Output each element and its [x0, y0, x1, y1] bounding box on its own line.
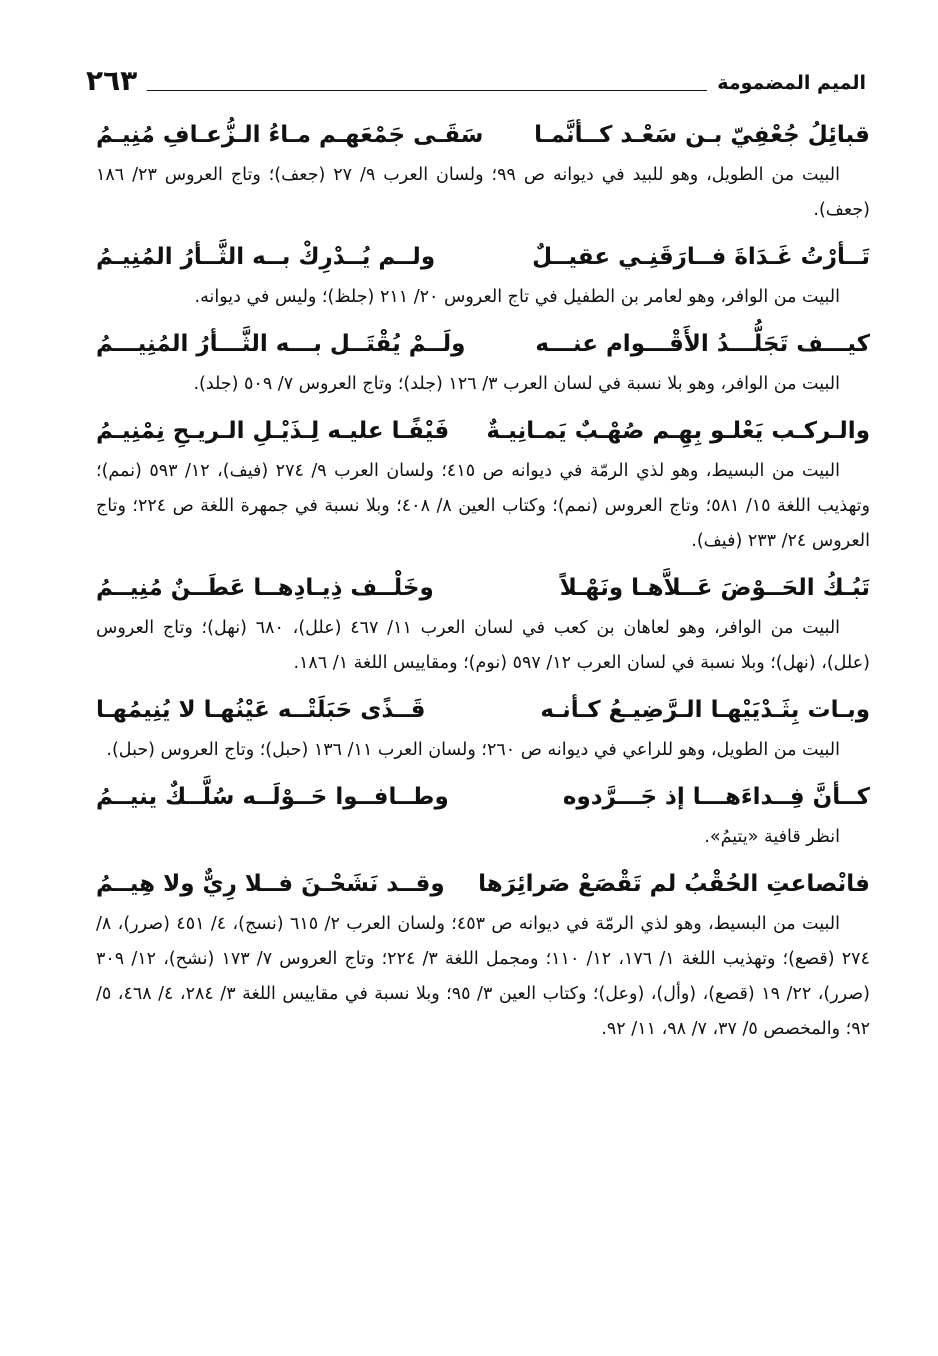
second-hemistich: وطــافــوا حَــوْلَــه سُلَّــكٌ ينيــمُ — [96, 784, 449, 810]
verse-entry-2 — [96, 234, 870, 315]
verse-note: البيت من الطويل، وهو للراعي في ديوانه ص ٢٦٠؛ ولسان العرب ١١/ ١٣٦ (حبل)؛ وتاج العروس (حبل). — [106, 740, 840, 760]
verse-entry-1 — [96, 112, 870, 228]
verse — [96, 408, 870, 454]
verse-note: البيت من البسيط، وهو لذي الرمّة في ديوانه ص ٤٥٣؛ ولسان العرب ٢/ ٦١٥ (نسج)، ٤/ ٤٥١ (صرر)، ٨/ ٢٧٤ (قصع)؛ وتهذيب اللغة ١/ ١٧٦، ١٢/ ١١٠؛ ومجمل اللغة ٣/ ٢٢٤؛ وتاج العروس ٧/ ١٧٣ (نشح)، ١٢/ ٣٠٩ (صرر)، ٢٢/ ١٩ (قصع)، (وأل)، (وعل)؛ وكتاب العين ٣/ ٩٥؛ وبلا نسبة في مقاييس اللغة ٣/ ٢٨٤، ٤/ ٤٦٨، ٥/ ٩٢؛ والمخصص ٥/ ٣٧، ٧/ ٩٨، ١١/ ٩٢. — [96, 914, 870, 1039]
first-hemistich: فانْصاعتِ الحُقْبُ لم تَقْصَعْ صَرائِرَها — [478, 871, 870, 897]
running-title: الميم المضمومة — [707, 72, 866, 94]
verse-entry-5 — [96, 565, 870, 681]
verse-entry-8 — [96, 861, 870, 1047]
first-hemistich: تَــأرْتُ غَـدَاةَ فــارَقَنِـي عقيــلٌ — [532, 244, 870, 270]
first-hemistich: تَبُـكُ الحَــوْضَ عَــلاَّهـا ونَهْـلاً — [559, 575, 870, 601]
page-number: ٢٦٣ — [86, 64, 147, 97]
first-hemistich: كــأنَّ فِــداءَهـــا إذ جَـــرَّدوه — [562, 784, 870, 810]
verse-note: البيت من الوافر، وهو بلا نسبة في لسان العرب ٣/ ١٢٦ (جلد)؛ وتاج العروس ٧/ ٥٠٩ (جلد). — [193, 374, 840, 394]
verse-note: البيت من الوافر، وهو لعاهان بن كعب في لسان العرب ١١/ ٤٦٧ (علل)، ٦٨٠ (نهل)؛ وتاج العروس (علل)، (نهل)؛ وبلا نسبة في لسان العرب ١٢/ ٥٩٧ (نوم)؛ ومقاييس اللغة ١/ ١٨٦. — [96, 618, 870, 673]
first-hemistich: والـركـب يَعْلـو بِهِـم صُهْـبٌ يَمـانِيـةٌ — [486, 418, 870, 444]
verse — [96, 112, 870, 158]
verse — [96, 234, 870, 280]
verse-note: البيت من الطويل، وهو للبيد في ديوانه ص ٩٩؛ ولسان العرب ٩/ ٢٧ (جعف)؛ وتاج العروس ٢٣/ ١٨٦ (جعف). — [96, 165, 870, 220]
verse-entry-4 — [96, 408, 870, 559]
first-hemistich: قبائِلُ جُعْفِيّ بـن سَعْـد كــأنَّمـا — [534, 122, 870, 148]
first-hemistich: وبـات بِثَـدْيَيْهـا الـرَّضِيـعُ كـأنـه — [540, 697, 870, 723]
second-hemistich: سَقَـى جَمْعَهـم مـاءُ الـزُّعـافِ مُنِيـمُ — [96, 122, 484, 148]
first-hemistich: كيـــف تَجَلُّـــدُ الأَقْـــوام عنـــه — [535, 331, 870, 357]
verse — [96, 321, 870, 367]
verse-entry-7 — [96, 774, 870, 855]
verse — [96, 861, 870, 907]
second-hemistich: وقــد نَشَحْـنَ فــلا رِيٌّ ولا هِيــمُ — [96, 871, 445, 897]
verse-note: انظر قافية «يتيمُ». — [704, 827, 840, 847]
second-hemistich: ولَــمْ يُقْتَــل بـــه الثَّـــأرُ المُنِيـــمُ — [96, 331, 466, 357]
verse-note: البيت من الوافر، وهو لعامر بن الطفيل في تاج العروس ٢٠/ ٢١١ (جلظ)؛ وليس في ديوانه. — [194, 287, 840, 307]
entries — [96, 112, 870, 1053]
second-hemistich: قَــذًى حَبَلَتْــه عَيْنُهـا لا يُنِيمُهـا — [96, 697, 426, 723]
verse-entry-3 — [96, 321, 870, 402]
verse — [96, 687, 870, 733]
verse-entry-6 — [96, 687, 870, 768]
page-header — [86, 62, 866, 102]
header-rule — [146, 90, 716, 91]
second-hemistich: فَيْفًـا عليـه لِـذَيْـلِ الـريـحِ نِمْنِيـمُ — [96, 418, 450, 444]
second-hemistich: ولــم يُــدْرِكْ بــه الثَّــأرُ المُنِيـمُ — [96, 244, 436, 270]
second-hemistich: وخَلْــف ذِيـادِهــا عَطَــنٌ مُنِيــمُ — [96, 575, 434, 601]
verse — [96, 774, 870, 820]
verse-note: البيت من البسيط، وهو لذي الرمّة في ديوانه ص ٤١٥؛ ولسان العرب ٩/ ٢٧٤ (فيف)، ١٢/ ٥٩٣ (نمم)؛ وتهذيب اللغة ١٥/ ٥٨١؛ وتاج العروس (نمم)؛ وكتاب العين ٨/ ٤٠٨؛ وبلا نسبة في جمهرة اللغة ص ٢٢٤؛ وتاج العروس ٢٤/ ٢٣٣ (فيف). — [96, 461, 870, 551]
verse — [96, 565, 870, 611]
